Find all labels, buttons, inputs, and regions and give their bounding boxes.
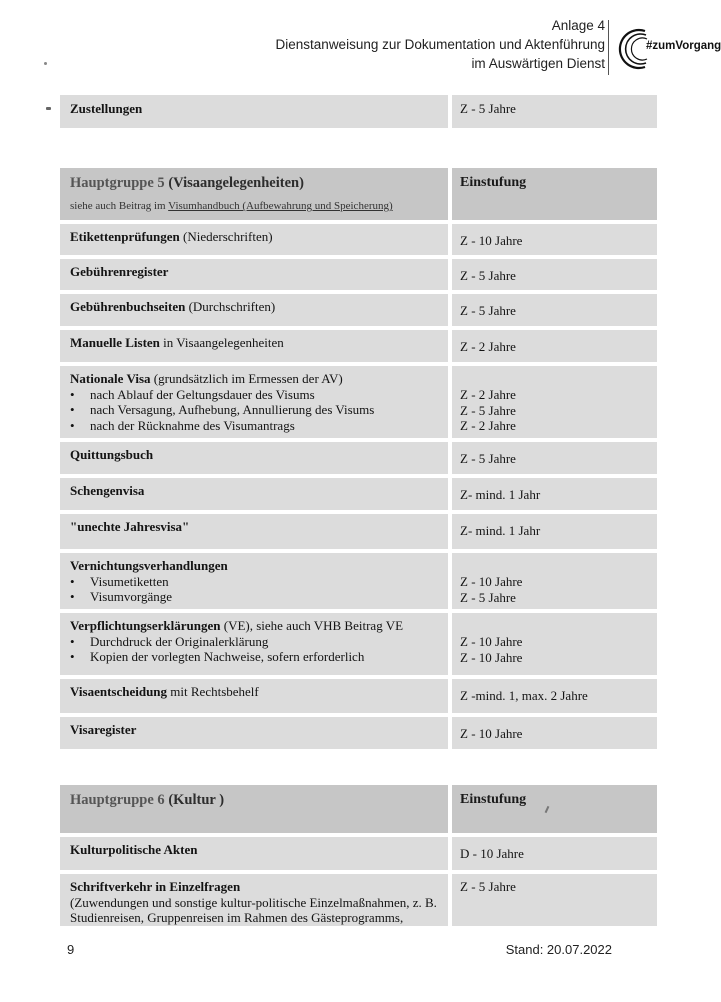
table-header-row (60, 168, 657, 220)
table-row: Quittungsbuch Z - 5 Jahre (60, 442, 657, 474)
group-title: Hauptgruppe 5 (Visaangelegenheiten) (70, 175, 304, 191)
list-item: • nach der Rücknahme des Visumantrags (70, 417, 295, 433)
table-row: Schriftverkehr in Einzelfragen (Zuwendungen und sonstige kultur-politische Einzelmaßnahmen, z. B. Studienreisen, Gruppenreisen im Rahmen des Gästeprogramms, Z - 5 Jahre (60, 874, 657, 926)
table-row: Nationale Visa (grundsätzlich im Ermessen der AV) • nach Ablauf der Geltungsdauer des Visums • nach Versagung, Aufhebung, Annullierung des Visums • nach der Rücknahme des Visumantrags Z - 2 Jahre Z - 5 Jahre Z - 2 Jahre (60, 366, 657, 438)
scan-mark (46, 107, 51, 110)
table-row: Visaregister Z - 10 Jahre (60, 717, 657, 749)
list-item: • nach Versagung, Aufhebung, Annullierung des Visums (70, 402, 375, 417)
table-header-row (60, 785, 657, 833)
table-row: Verpflichtungserklärungen (VE), siehe auch VHB Beitrag VE • Durchdruck der Originalerklärung • Kopien der vorlegten Nachweise, sofern erforderlich Z - 10 Jahre Z - 10 Jahre (60, 613, 657, 675)
page-number: 9 (67, 942, 75, 957)
document-header (225, 16, 605, 73)
list-item: • Kopien der vorlegten Nachweise, sofern erforderlich (70, 649, 365, 664)
header-divider (608, 20, 609, 75)
header-annex: Anlage 4 (551, 18, 605, 33)
scan-speck (44, 62, 47, 65)
table-row: Schengenvisa Z- mind. 1 Jahr (60, 478, 657, 510)
logo (618, 26, 721, 72)
table-group6 (60, 785, 657, 930)
table-group5 (60, 168, 657, 753)
stand-date: Stand: 20.07.2022 (505, 942, 612, 957)
table-row: Gebührenbuchseiten (Durchschriften) Z - 5 Jahre (60, 294, 657, 326)
row-value: Z - 5 Jahre (452, 95, 657, 128)
list-item: • nach Ablauf der Geltungsdauer des Visums (70, 386, 315, 402)
header-title: Dienstanweisung zur Dokumentation und Aktenführung (275, 37, 605, 52)
group-note: siehe auch Beitrag im Visumhandbuch (Aufbewahrung und Speicherung) (70, 200, 393, 212)
table-row: Gebührenregister Z - 5 Jahre (60, 259, 657, 290)
list-item: • Durchdruck der Originalerklärung (70, 633, 269, 649)
table-row: Manuelle Listen in Visaangelegenheiten Z - 2 Jahre (60, 330, 657, 362)
group-title: Hauptgruppe 6 (Kultur ) (70, 792, 225, 808)
list-item: • Visumvorgänge (70, 589, 173, 604)
list-item: • Visumetiketten (70, 573, 169, 589)
table-row (60, 95, 657, 128)
table-row: Vernichtungsverhandlungen • Visumetiketten • Visumvorgänge Z - 10 Jahre Z - 5 Jahre (60, 553, 657, 609)
header-subtitle: im Auswärtigen Dienst (471, 56, 605, 71)
table-row: Visaentscheidung mit Rechtsbehelf Z -mind. 1, max. 2 Jahre (60, 679, 657, 713)
table-top (60, 95, 657, 132)
row-label: Zustellungen (70, 101, 143, 116)
table-row: Etikettenprüfungen (Niederschriften) Z - 10 Jahre (60, 224, 657, 255)
visumhandbuch-link[interactable]: Visumhandbuch (Aufbewahrung und Speicherung) (168, 200, 393, 212)
table-row: "unechte Jahresvisa" Z- mind. 1 Jahr (60, 514, 657, 549)
einstufung-header: Einstufung (460, 792, 527, 807)
einstufung-header: Einstufung (460, 175, 527, 190)
table-row: Kulturpolitische Akten D - 10 Jahre (60, 837, 657, 870)
logo-text: #zumVorgang (646, 40, 721, 52)
